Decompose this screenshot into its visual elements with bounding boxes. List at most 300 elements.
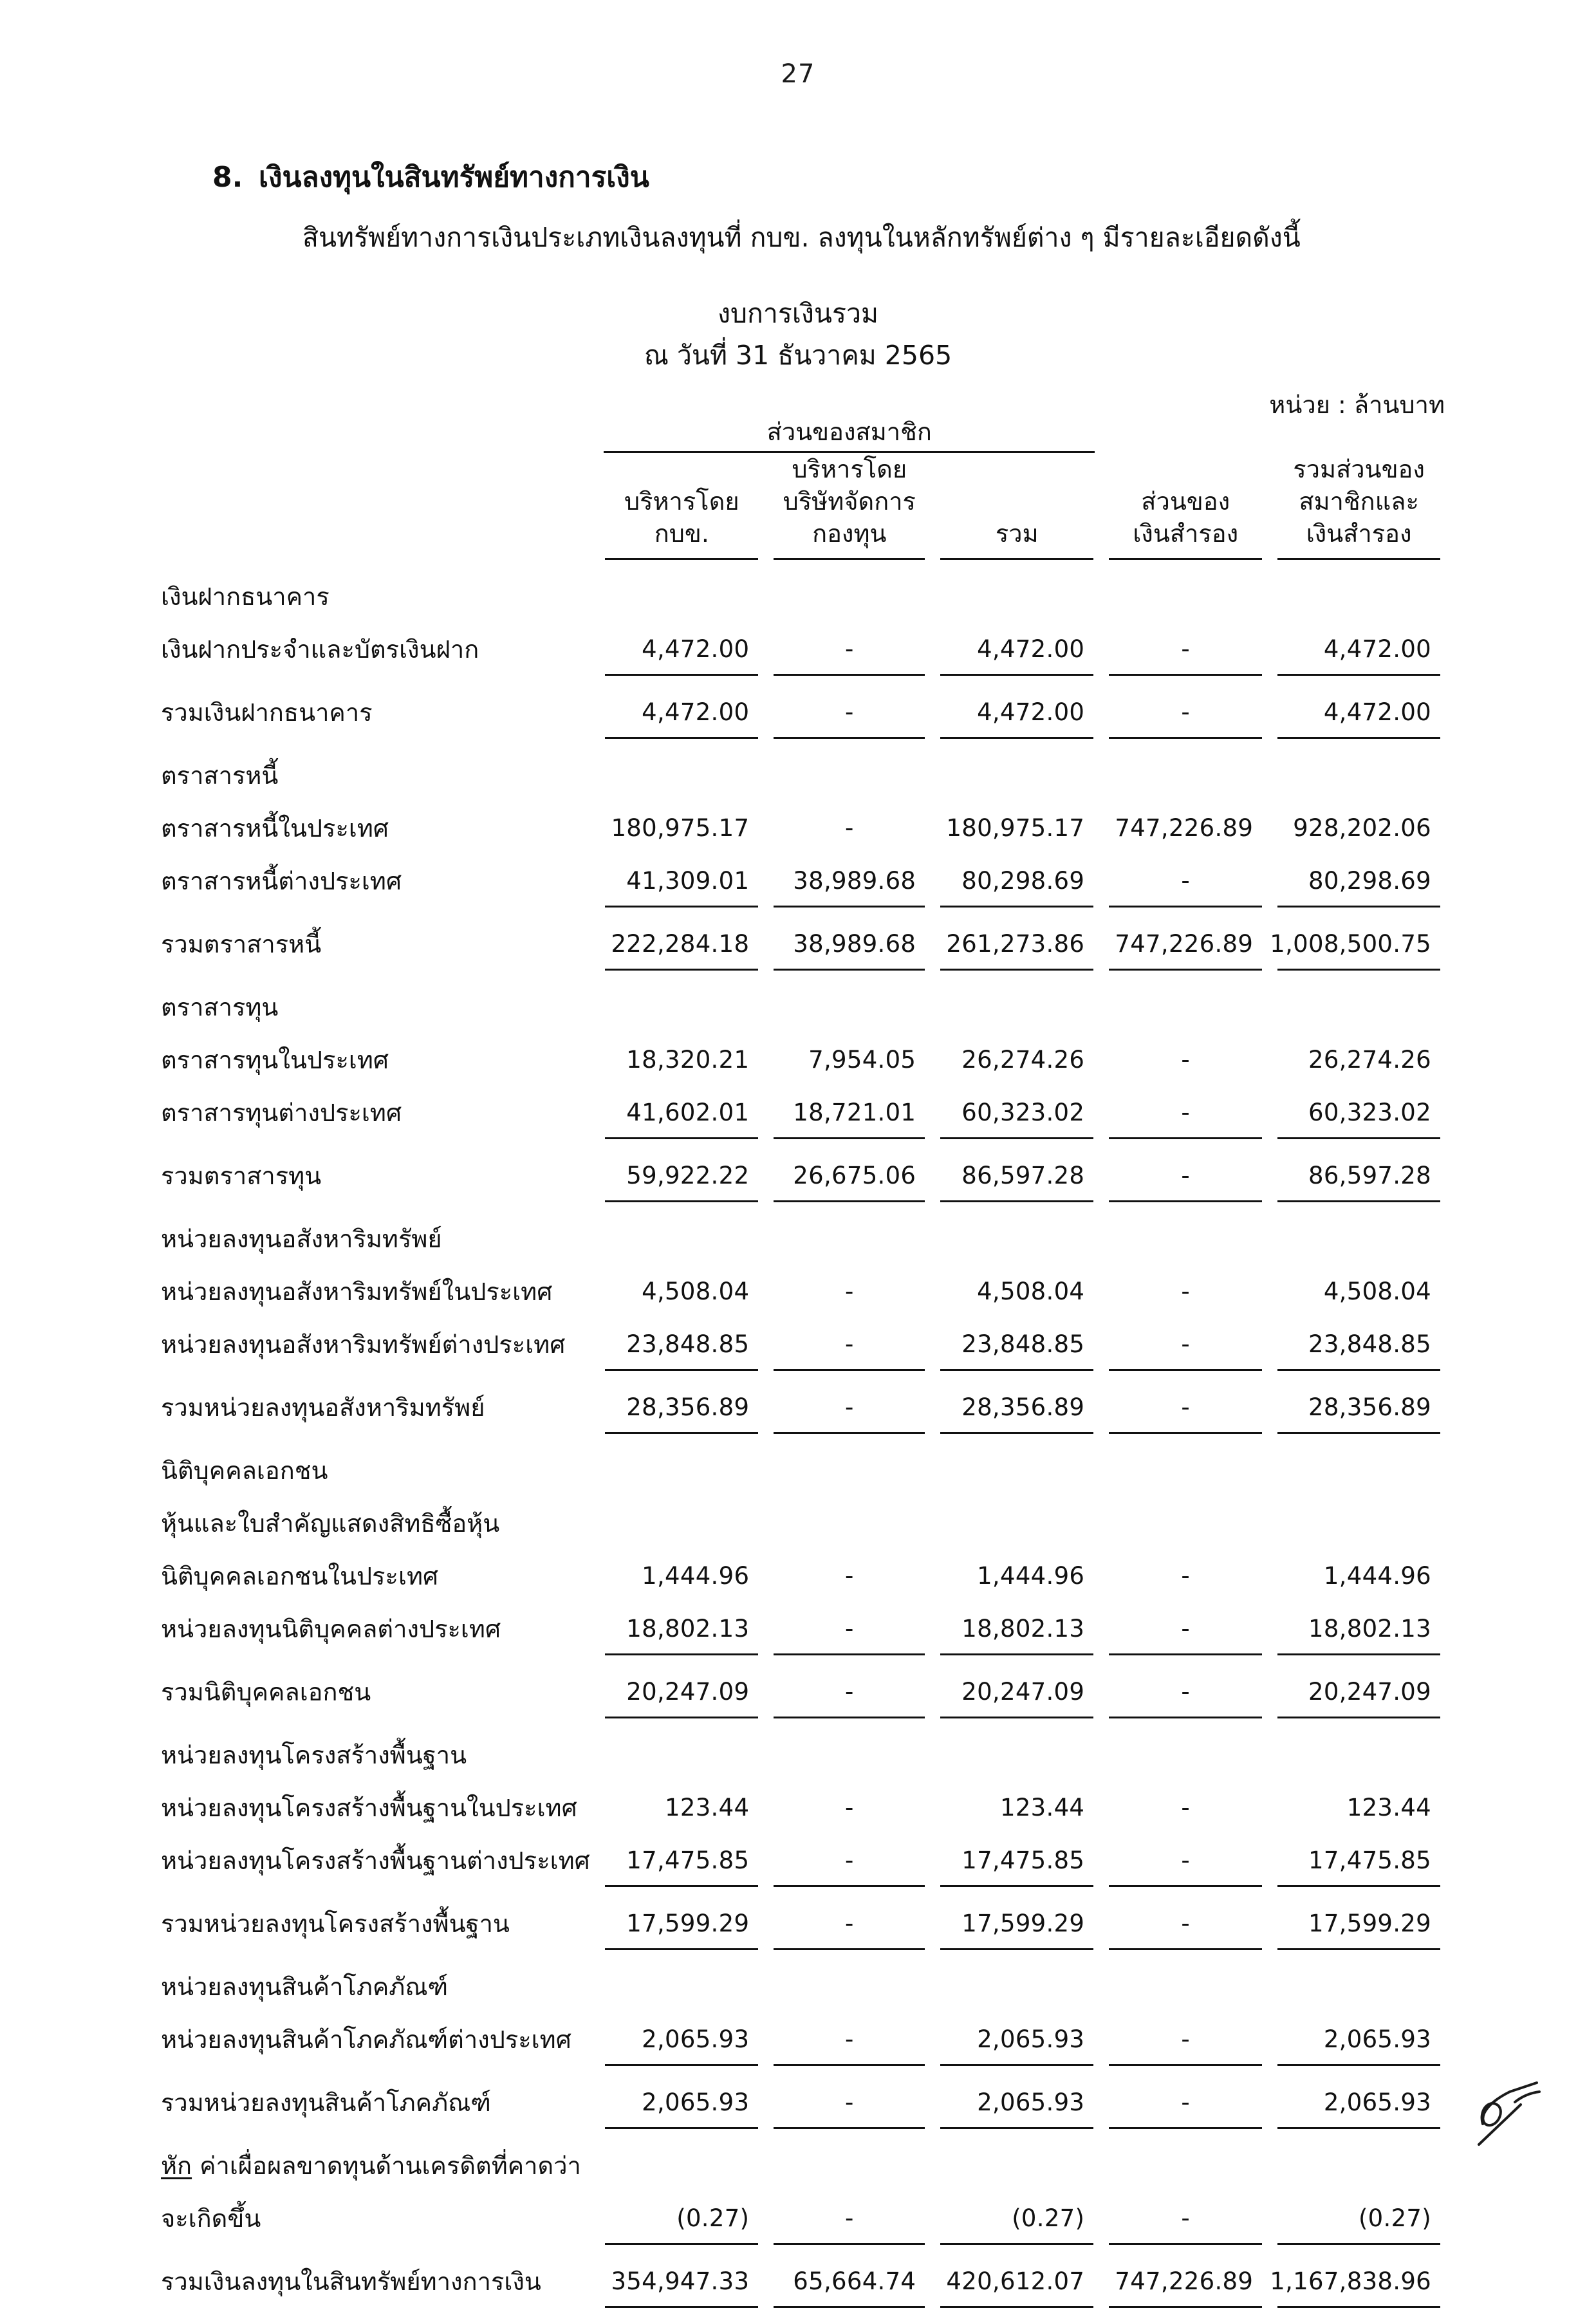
table-cell: 123.44	[1346, 1794, 1431, 1822]
table-row	[161, 2129, 1448, 2182]
table-cell: -	[1181, 1794, 1191, 1822]
rule-cell	[1270, 2056, 1448, 2066]
table-row	[161, 1139, 1448, 1192]
table-cell: 1,444.96	[642, 1562, 750, 1590]
table-cell: 2,065.93	[977, 2089, 1085, 2117]
col-header-managed-by-fund-manager	[766, 453, 933, 550]
rule-spacer	[161, 2235, 597, 2245]
table-cell: 354,947.33	[611, 2267, 750, 2296]
row-label: นิติบุคคลเอกชนในประเทศ	[161, 1561, 439, 1590]
rule-cell	[1270, 1708, 1448, 1718]
row-label: รวมเงินฝากธนาคาร	[161, 698, 373, 727]
rule-cell	[1101, 729, 1270, 739]
row-label: หุ้นและใบสำคัญแสดงสิทธิซื้อหุ้น	[161, 1509, 500, 1538]
rule-cell	[597, 960, 766, 971]
table-cell: 26,274.26	[961, 1046, 1085, 1074]
row-label: ตราสารทุนต่างประเทศ	[161, 1098, 402, 1127]
table-row	[161, 2066, 1448, 2119]
rule-cell	[597, 2056, 766, 2066]
rule-cell	[597, 1192, 766, 1202]
rule-cell	[1101, 1361, 1270, 1371]
table-cell: 60,323.02	[961, 1099, 1085, 1127]
rule-row	[161, 1129, 1448, 1139]
table-cell: 2,065.93	[642, 2089, 750, 2117]
rule-spacer	[161, 1192, 597, 1202]
table-cell: 86,597.28	[1308, 1162, 1431, 1190]
table-cell: 4,472.00	[642, 698, 750, 727]
table-cell: 4,472.00	[1323, 698, 1431, 727]
table-cell: 18,802.13	[626, 1615, 750, 1643]
rule-cell	[1101, 665, 1270, 676]
col-header-line2: สมาชิกและ	[1299, 487, 1419, 516]
rule-spacer	[161, 1877, 597, 1887]
table-cell	[1101, 1434, 1270, 1487]
table-cell	[933, 1950, 1101, 2003]
table-body	[161, 560, 1448, 2308]
group-header-row	[161, 412, 1448, 451]
table-cell	[933, 739, 1101, 792]
table-row	[161, 1950, 1448, 2003]
table-cell	[766, 1487, 933, 1540]
rule-cell	[597, 729, 766, 739]
table-cell: -	[1181, 2204, 1191, 2233]
table-cell: 123.44	[999, 1794, 1085, 1822]
table-cell	[597, 560, 766, 613]
rule-spacer	[161, 729, 597, 739]
note-number: 8.	[212, 161, 243, 194]
rule-spacer	[161, 665, 597, 676]
table-cell: -	[1181, 1847, 1191, 1875]
table-cell	[933, 1202, 1101, 1255]
table-cell: (0.27)	[676, 2204, 750, 2233]
table-cell	[933, 2129, 1101, 2182]
rule-cell	[1270, 729, 1448, 739]
table-cell	[933, 1487, 1101, 1540]
rule-cell	[766, 897, 933, 907]
table-row	[161, 1655, 1448, 1708]
rule-cell	[597, 1645, 766, 1655]
col-header-line2: กบข.	[654, 519, 709, 548]
table-cell: -	[1181, 1046, 1191, 1074]
rule-spacer	[161, 2119, 597, 2129]
rule-cell	[933, 1877, 1101, 1887]
table-cell	[933, 1434, 1101, 1487]
rule-cell	[1101, 1129, 1270, 1139]
table-cell: 20,247.09	[626, 1678, 750, 1706]
rule-cell	[766, 729, 933, 739]
table-row	[161, 1718, 1448, 1771]
table-cell: -	[1181, 2089, 1191, 2117]
table-cell	[766, 971, 933, 1023]
table-row	[161, 844, 1448, 897]
row-label: รวมหน่วยลงทุนสินค้าโภคภัณฑ์	[161, 2088, 491, 2117]
table-cell: -	[1181, 1162, 1191, 1190]
table-cell	[766, 739, 933, 792]
rule-row	[161, 2235, 1448, 2245]
rule-cell	[766, 1940, 933, 1950]
table-cell	[1101, 2129, 1270, 2182]
table-cell: -	[844, 1615, 854, 1643]
table-cell: 23,848.85	[1308, 1330, 1431, 1359]
table-cell	[1101, 971, 1270, 1023]
table-cell: 747,226.89	[1115, 814, 1254, 842]
rule-cell	[1270, 1361, 1448, 1371]
table-cell: 18,320.21	[626, 1046, 750, 1074]
row-label: นิติบุคคลเอกชน	[161, 1456, 328, 1485]
rule-cell	[766, 2119, 933, 2129]
table-cell: 26,675.06	[793, 1162, 916, 1190]
group-header-members: ส่วนของสมาชิก	[766, 418, 932, 446]
table-cell	[1101, 560, 1270, 613]
note-description: สินทรัพย์ทางการเงินประเภทเงินลงทุนที่ กบข. ลงทุนในหลักทรัพย์ต่าง ๆ มีรายละเอียดดังนี้	[302, 222, 1301, 253]
table-cell: -	[1181, 698, 1191, 727]
col-rule	[1270, 550, 1448, 560]
table-cell: -	[844, 2025, 854, 2054]
rule-row	[161, 1645, 1448, 1655]
col-header-line3: กองทุน	[812, 519, 887, 548]
rule-row	[161, 1361, 1448, 1371]
rule-cell	[766, 1877, 933, 1887]
rule-row	[161, 897, 1448, 907]
table-cell: -	[1181, 1099, 1191, 1127]
table-cell: 180,975.17	[946, 814, 1085, 842]
rule-cell	[1270, 2298, 1448, 2308]
table-row	[161, 1824, 1448, 1877]
table-cell: 1,444.96	[1323, 1562, 1431, 1590]
rule-cell	[597, 1940, 766, 1950]
rule-cell	[597, 2119, 766, 2129]
table-cell: 928,202.06	[1293, 814, 1431, 842]
rule-row	[161, 1877, 1448, 1887]
table-cell	[597, 1487, 766, 1540]
row-label: ตราสารหนี้ในประเทศ	[161, 814, 389, 842]
table-cell: -	[1181, 1615, 1191, 1643]
table-cell: 4,508.04	[977, 1278, 1085, 1306]
rule-cell	[766, 1708, 933, 1718]
table-cell	[597, 1434, 766, 1487]
row-label: หน่วยลงทุนโครงสร้างพื้นฐานในประเทศ	[161, 1793, 577, 1822]
rule-spacer	[161, 1361, 597, 1371]
rule-cell	[766, 2235, 933, 2245]
table-row	[161, 1434, 1448, 1487]
table-cell: 1,444.96	[977, 1562, 1085, 1590]
table-cell	[1101, 739, 1270, 792]
rule-cell	[1270, 1129, 1448, 1139]
table-row	[161, 971, 1448, 1023]
table-row	[161, 676, 1448, 729]
rule-cell	[933, 1129, 1101, 1139]
table-cell: -	[844, 1278, 854, 1306]
column-header-rule-row	[161, 550, 1448, 560]
rule-cell	[1101, 1645, 1270, 1655]
table-row	[161, 792, 1448, 844]
table-cell: 41,309.01	[626, 867, 750, 895]
row-label: หน่วยลงทุนนิติบุคคลต่างประเทศ	[161, 1614, 501, 1643]
col-header-managed-by-gpf	[597, 453, 766, 550]
table-cell: 59,922.22	[626, 1162, 750, 1190]
rule-row	[161, 1424, 1448, 1434]
investments-table	[161, 412, 1448, 2308]
rule-cell	[933, 1940, 1101, 1950]
col-header-line2: เงินสำรอง	[1133, 519, 1239, 548]
table-cell: 2,065.93	[1323, 2089, 1431, 2117]
table-cell: 261,273.86	[946, 930, 1085, 958]
row-label-prefix: หัก	[161, 2151, 192, 2180]
table-cell: -	[1181, 1330, 1191, 1359]
table-cell: -	[1181, 1678, 1191, 1706]
rule-row	[161, 960, 1448, 971]
rule-spacer	[161, 897, 597, 907]
table-cell: 86,597.28	[961, 1162, 1085, 1190]
row-label: รวมเงินลงทุนในสินทรัพย์ทางการเงิน	[161, 2267, 541, 2296]
rule-spacer	[161, 1424, 597, 1434]
table-cell: 80,298.69	[961, 867, 1085, 895]
col-header-line1: บริหารโดย	[624, 487, 739, 516]
table-row	[161, 2003, 1448, 2056]
table-cell: (0.27)	[1358, 2204, 1431, 2233]
table-cell	[933, 560, 1101, 613]
row-label: รวมนิติบุคคลเอกชน	[161, 1677, 371, 1706]
col-header-grand-total	[1270, 453, 1448, 550]
rule-cell	[1101, 1424, 1270, 1434]
table-row	[161, 2182, 1448, 2235]
table-cell	[597, 1950, 766, 2003]
table-cell: -	[844, 1847, 854, 1875]
table-cell: 38,989.68	[793, 867, 916, 895]
table-cell: 23,848.85	[626, 1330, 750, 1359]
rule-cell	[597, 2235, 766, 2245]
rule-spacer	[161, 2298, 597, 2308]
table-cell	[766, 2129, 933, 2182]
rule-cell	[1270, 2119, 1448, 2129]
table-row	[161, 1887, 1448, 1940]
rule-cell	[766, 665, 933, 676]
page-number: 27	[781, 59, 815, 89]
table-row	[161, 560, 1448, 613]
note-heading	[212, 160, 1435, 195]
table-cell	[597, 739, 766, 792]
col-header-line1: รวม	[995, 519, 1039, 548]
table-cell: -	[844, 698, 854, 727]
table-cell: 4,508.04	[1323, 1278, 1431, 1306]
table-cell: -	[844, 1562, 854, 1590]
table-cell	[1270, 2129, 1448, 2182]
table-cell	[933, 1718, 1101, 1771]
row-label: หน่วยลงทุนสินค้าโภคภัณฑ์	[161, 1972, 449, 2001]
rule-cell	[597, 1129, 766, 1139]
rule-row	[161, 2119, 1448, 2129]
col-header-line3: เงินสำรอง	[1306, 519, 1412, 548]
table-cell: 7,954.05	[808, 1046, 916, 1074]
table-cell	[1101, 1202, 1270, 1255]
rule-cell	[1270, 665, 1448, 676]
rule-cell	[933, 1361, 1101, 1371]
table-cell: 1,008,500.75	[1270, 930, 1431, 958]
rule-cell	[1101, 1877, 1270, 1887]
row-label: ตราสารทุนในประเทศ	[161, 1045, 389, 1074]
table-cell: -	[1181, 1278, 1191, 1306]
rule-row	[161, 665, 1448, 676]
rule-cell	[1270, 1645, 1448, 1655]
table-cell: 80,298.69	[1308, 867, 1431, 895]
table-cell: -	[1181, 1910, 1191, 1938]
table-row	[161, 1487, 1448, 1540]
table-cell	[597, 971, 766, 1023]
col-header-line1: ส่วนของ	[1141, 487, 1230, 516]
table-row	[161, 1023, 1448, 1076]
table-cell: -	[1181, 1393, 1191, 1422]
rule-cell	[766, 1424, 933, 1434]
rule-cell	[1101, 960, 1270, 971]
table-row	[161, 1592, 1448, 1645]
rule-cell	[1101, 2056, 1270, 2066]
col-rule	[933, 550, 1101, 560]
table-row	[161, 2245, 1448, 2298]
table-cell: 4,472.00	[977, 635, 1085, 664]
col-rule	[1101, 550, 1270, 560]
table-cell	[1270, 971, 1448, 1023]
rule-cell	[1270, 1424, 1448, 1434]
table-cell	[933, 971, 1101, 1023]
table-cell: 60,323.02	[1308, 1099, 1431, 1127]
rule-cell	[766, 1129, 933, 1139]
table-cell	[766, 1434, 933, 1487]
col-header-reserve	[1101, 453, 1270, 550]
table-cell: -	[1181, 2025, 1191, 2054]
table-cell: 17,475.85	[1308, 1847, 1431, 1875]
table-cell	[597, 2129, 766, 2182]
table-cell: -	[844, 2204, 854, 2233]
table-cell	[1270, 1202, 1448, 1255]
row-label: เงินฝากประจำและบัตรเงินฝาก	[161, 635, 479, 664]
col-rule	[597, 550, 766, 560]
table-row	[161, 1202, 1448, 1255]
row-label: รวมหน่วยลงทุนโครงสร้างพื้นฐาน	[161, 1909, 510, 1938]
table-cell: 747,226.89	[1115, 930, 1254, 958]
table-row	[161, 907, 1448, 960]
table-row	[161, 1255, 1448, 1308]
table-cell: 28,356.89	[961, 1393, 1085, 1422]
statement-title: งบการเงินรวม	[717, 298, 879, 329]
table-cell: 18,802.13	[961, 1615, 1085, 1643]
table-cell: 18,802.13	[1308, 1615, 1431, 1643]
table-cell: (0.27)	[1012, 2204, 1085, 2233]
rule-cell	[597, 1361, 766, 1371]
table-cell: 41,602.01	[626, 1099, 750, 1127]
col-header-total	[933, 453, 1101, 550]
table-cell: 4,472.00	[642, 635, 750, 664]
rule-spacer	[161, 1940, 597, 1950]
rule-cell	[1101, 1192, 1270, 1202]
rule-cell	[597, 665, 766, 676]
table-cell: 20,247.09	[1308, 1678, 1431, 1706]
row-label: หัก ค่าเผื่อผลขาดทุนด้านเครดิตที่คาดว่า	[161, 2151, 581, 2180]
table-cell	[766, 1950, 933, 2003]
row-label: หน่วยลงทุนโครงสร้างพื้นฐานต่างประเทศ	[161, 1846, 590, 1875]
row-label: รวมตราสารทุน	[161, 1161, 322, 1190]
row-label: ตราสารหนี้	[161, 761, 279, 790]
col-header-line2: บริษัทจัดการ	[783, 487, 916, 516]
rule-cell	[1270, 1940, 1448, 1950]
table-cell: 28,356.89	[626, 1393, 750, 1422]
rule-cell	[1270, 960, 1448, 971]
row-label: หน่วยลงทุนอสังหาริมทรัพย์ในประเทศ	[161, 1277, 553, 1306]
rule-row	[161, 2298, 1448, 2308]
rule-spacer	[161, 1708, 597, 1718]
table-cell: 65,664.74	[793, 2267, 916, 2296]
col-header-line1: รวมส่วนของ	[1293, 455, 1425, 483]
rule-cell	[933, 729, 1101, 739]
table-header	[161, 412, 1448, 560]
signature-mark	[1460, 2074, 1556, 2164]
table-row	[161, 1540, 1448, 1592]
table-cell	[1270, 1718, 1448, 1771]
table-row	[161, 739, 1448, 792]
note-title: เงินลงทุนในสินทรัพย์ทางการเงิน	[259, 161, 649, 194]
table-cell: 17,599.29	[626, 1910, 750, 1938]
row-label: ตราสารทุน	[161, 992, 279, 1021]
row-label: จะเกิดขึ้น	[161, 2204, 261, 2233]
row-label: รวมหน่วยลงทุนอสังหาริมทรัพย์	[161, 1393, 485, 1422]
row-label: ตราสารหนี้ต่างประเทศ	[161, 866, 402, 895]
table-cell: 17,599.29	[961, 1910, 1085, 1938]
table-cell	[597, 1202, 766, 1255]
rule-cell	[1270, 2235, 1448, 2245]
table-cell: 20,247.09	[961, 1678, 1085, 1706]
table-cell: -	[844, 1794, 854, 1822]
table-cell: 17,475.85	[961, 1847, 1085, 1875]
rule-cell	[1101, 2235, 1270, 2245]
table-cell: 2,065.93	[1323, 2025, 1431, 2054]
table-cell	[1101, 1487, 1270, 1540]
table-cell: 4,508.04	[642, 1278, 750, 1306]
rule-cell	[933, 2235, 1101, 2245]
table-cell: 2,065.93	[977, 2025, 1085, 2054]
rule-row	[161, 729, 1448, 739]
col-header-line1: บริหารโดย	[792, 455, 907, 483]
rule-cell	[597, 897, 766, 907]
table-cell	[766, 560, 933, 613]
table-cell: 18,721.01	[793, 1099, 916, 1127]
row-label: หน่วยลงทุนอสังหาริมทรัพย์	[161, 1224, 442, 1253]
column-header-row	[161, 453, 1448, 550]
rule-cell	[766, 960, 933, 971]
rule-cell	[933, 1708, 1101, 1718]
row-label: หน่วยลงทุนอสังหาริมทรัพย์ต่างประเทศ	[161, 1330, 566, 1359]
rule-row	[161, 1708, 1448, 1718]
table-cell: 4,472.00	[977, 698, 1085, 727]
rule-cell	[766, 2298, 933, 2308]
rule-cell	[933, 2298, 1101, 2308]
row-label: เงินฝากธนาคาร	[161, 582, 329, 611]
rule-cell	[766, 1645, 933, 1655]
rule-cell	[597, 1877, 766, 1887]
row-label: หน่วยลงทุนโครงสร้างพื้นฐาน	[161, 1740, 467, 1769]
table-cell	[597, 1718, 766, 1771]
row-label: หน่วยลงทุนสินค้าโภคภัณฑ์ต่างประเทศ	[161, 2025, 571, 2054]
rule-spacer	[161, 1129, 597, 1139]
rule-cell	[1101, 1940, 1270, 1950]
rule-cell	[933, 2056, 1101, 2066]
table-cell	[1270, 739, 1448, 792]
table-cell: 747,226.89	[1115, 2267, 1254, 2296]
rule-cell	[1101, 2298, 1270, 2308]
table-cell: 26,274.26	[1308, 1046, 1431, 1074]
table-cell: 38,989.68	[793, 930, 916, 958]
rule-spacer	[161, 2056, 597, 2066]
rule-cell	[933, 665, 1101, 676]
rule-cell	[1101, 897, 1270, 907]
